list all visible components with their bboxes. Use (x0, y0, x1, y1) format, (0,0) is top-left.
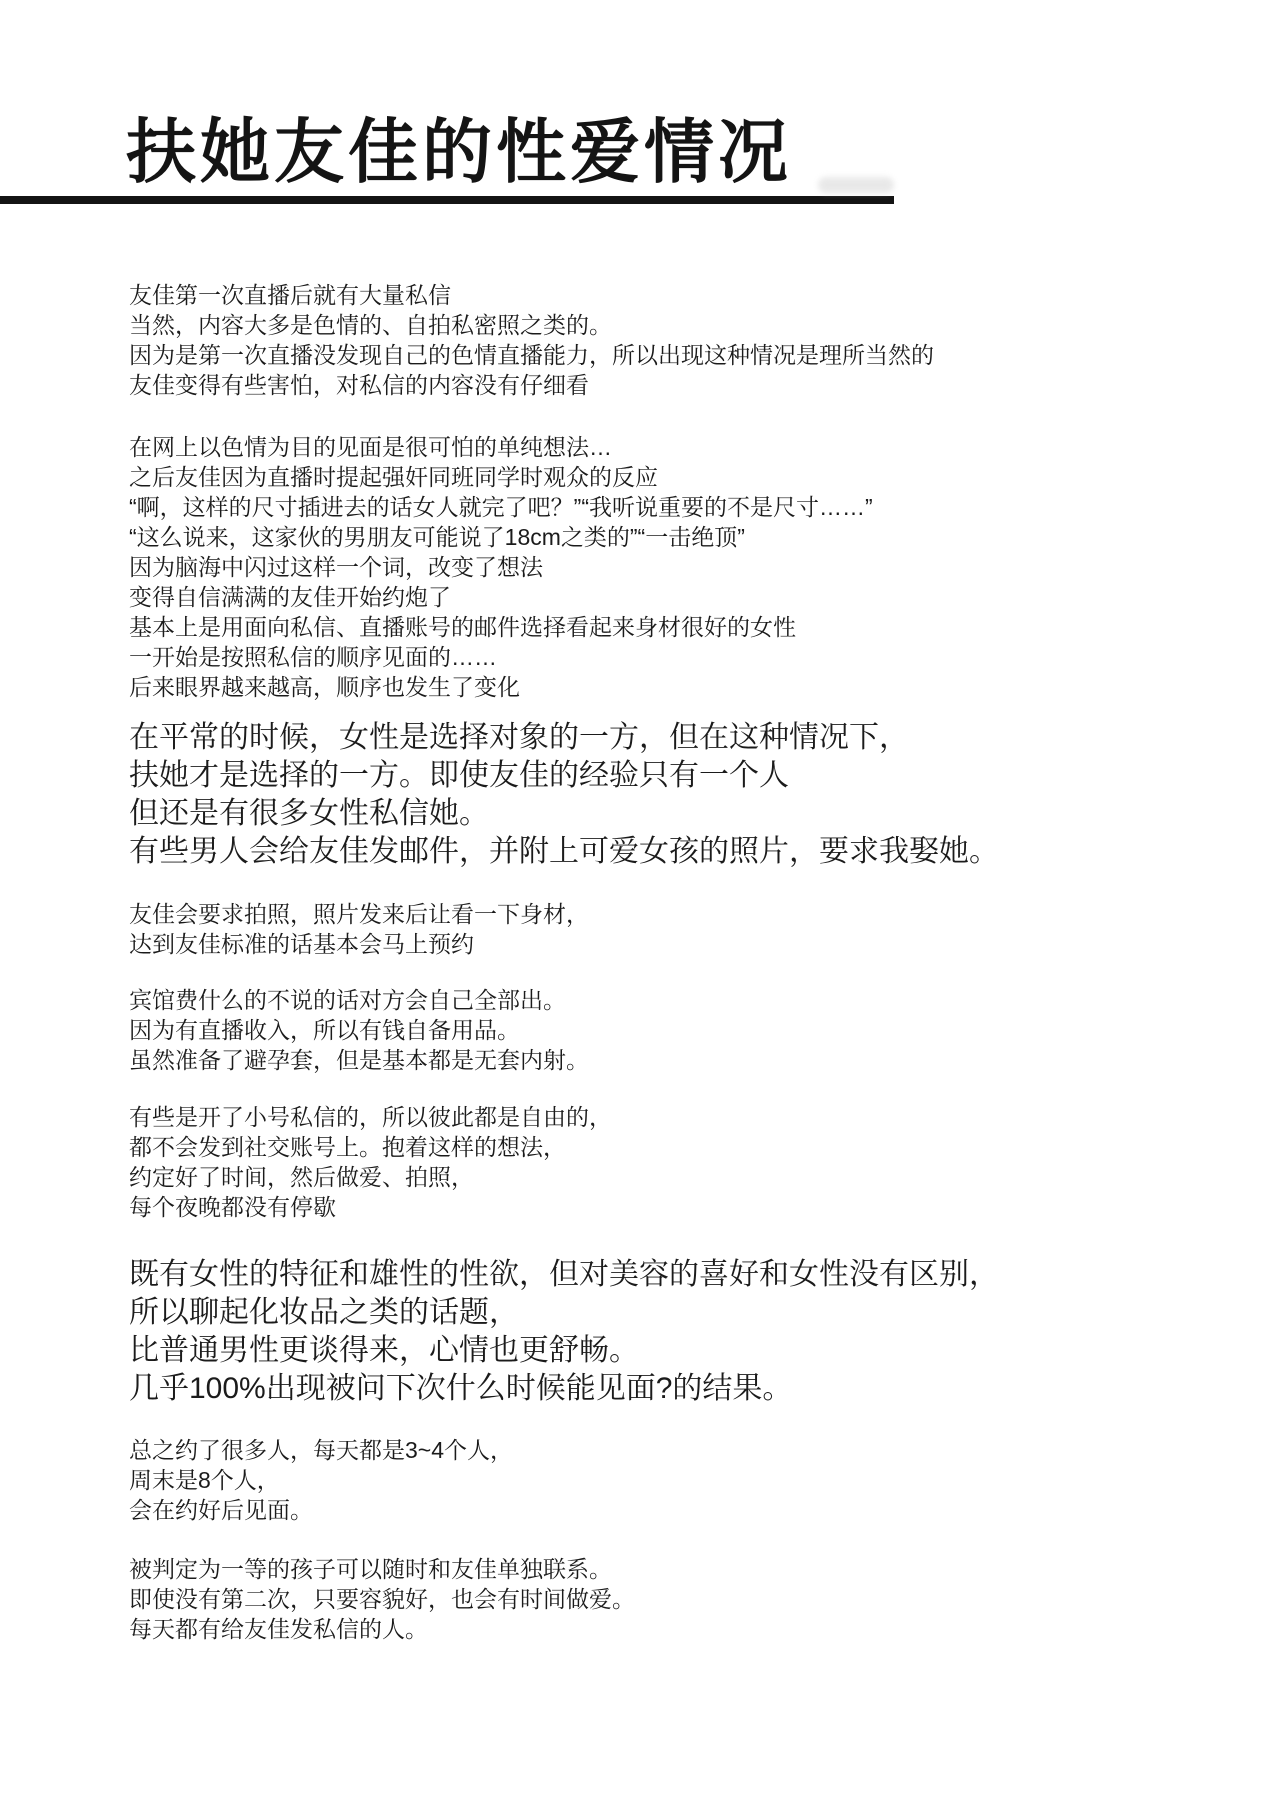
text-line: 基本上是用面向私信、直播账号的邮件选择看起来身材很好的女性 (129, 614, 796, 640)
paragraph-ranking (129, 1554, 635, 1644)
text-line: 都不会发到社交账号上。抱着这样的想法， (129, 1134, 566, 1160)
text-line: 即使没有第二次，只要容貌好，也会有时间做爱。 (129, 1586, 635, 1612)
text-line: “这么说来，这家伙的男朋友可能说了18cm之类的”“一击绝顶” (129, 524, 745, 550)
text-line: 总之约了很多人，每天都是3~4个人， (129, 1437, 514, 1463)
paragraph-backstory (129, 432, 873, 702)
paragraph-expenses (129, 985, 589, 1075)
text-line: 有些男人会给友佳发邮件，并附上可爱女孩的照片，要求我娶她。 (129, 835, 999, 868)
text-line: 宾馆费什么的不说的话对方会自己全部出。 (129, 987, 566, 1013)
text-line: 因为脑海中闪过这样一个词，改变了想法 (129, 554, 543, 580)
paragraph-emphasis-selection (129, 719, 999, 871)
text-line: 被判定为一等的孩子可以随时和友佳单独联系。 (129, 1556, 612, 1582)
erased-watermark-smudge (818, 177, 894, 193)
text-line: 有些是开了小号私信的，所以彼此都是自由的， (129, 1104, 612, 1130)
text-line: 几乎100%出现被问下次什么时候能见面?的结果。 (129, 1372, 793, 1405)
text-line: 之后友佳因为直播时提起强奸同班同学时观众的反应 (129, 464, 658, 490)
title-underline (0, 196, 894, 204)
text-line: 比普通男性更谈得来，心情也更舒畅。 (129, 1334, 639, 1367)
text-line: 在平常的时候，女性是选择对象的一方，但在这种情况下， (129, 721, 909, 754)
paragraph-emphasis-traits (129, 1256, 999, 1408)
page-title: 扶她友佳的性爱情况 (126, 113, 792, 191)
text-line: 友佳变得有些害怕，对私信的内容没有仔细看 (129, 372, 589, 398)
text-line: 一开始是按照私信的顺序见面的…… (129, 644, 497, 670)
text-line: 因为是第一次直播没发现自己的色情直播能力，所以出现这种情况是理所当然的 (129, 342, 934, 368)
text-line: 达到友佳标准的话基本会马上预约 (129, 931, 474, 957)
text-line: 后来眼界越来越高，顺序也发生了变化 (129, 674, 520, 700)
text-line: 会在约好后见面。 (129, 1497, 313, 1523)
text-line: 变得自信满满的友佳开始约炮了 (129, 584, 451, 610)
text-line: 既有女性的特征和雄性的性欲，但对美容的喜好和女性没有区别， (129, 1258, 999, 1291)
paragraph-privacy (129, 1102, 612, 1222)
paragraph-schedule (129, 1435, 513, 1525)
text-line: 每个夜晚都没有停歇 (129, 1194, 336, 1220)
text-line: 友佳会要求拍照，照片发来后让看一下身材， (129, 901, 589, 927)
paragraph-photos (129, 899, 589, 959)
text-line: 扶她才是选择的一方。即使友佳的经验只有一个人 (129, 759, 789, 792)
text-line: 约定好了时间，然后做爱、拍照， (129, 1164, 474, 1190)
text-line: 因为有直播收入，所以有钱自备用品。 (129, 1017, 520, 1043)
text-line: 虽然准备了避孕套，但是基本都是无套内射。 (129, 1047, 589, 1073)
text-line: 所以聊起化妆品之类的话题， (129, 1296, 519, 1329)
text-line: 但还是有很多女性私信她。 (129, 797, 489, 830)
text-line: 在网上以色情为目的见面是很可怕的单纯想法… (129, 434, 612, 460)
text-line: 每天都有给友佳发私信的人。 (129, 1616, 428, 1642)
text-line: 周末是8个人， (129, 1467, 280, 1493)
text-line: 当然，内容大多是色情的、自拍私密照之类的。 (129, 312, 612, 338)
text-line: 友佳第一次直播后就有大量私信 (129, 282, 451, 308)
text-line: “啊，这样的尺寸插进去的话女人就完了吧？”“我听说重要的不是尺寸……” (129, 494, 873, 520)
paragraph-intro (129, 280, 934, 400)
